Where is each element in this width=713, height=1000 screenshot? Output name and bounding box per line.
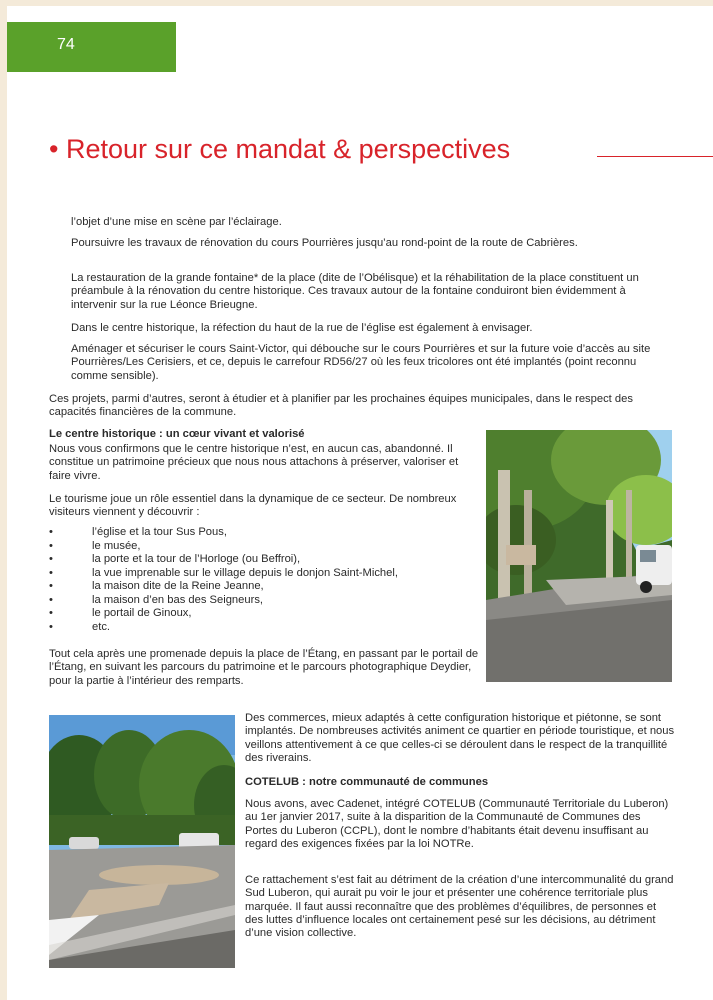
document-page <box>7 6 713 1000</box>
page-title: • Retour sur ce mandat & perspectives <box>49 134 511 164</box>
paragraph-centre-historique: Nous vous confirmons que le centre historique n’est, en aucun cas, abandonné. Il constitue un patrimoine précieux que nous nous attachons à préserver, valoriser et faire vivre. <box>49 443 459 482</box>
bullet-marker: • <box>49 607 53 619</box>
bullet-marker: • <box>49 566 53 579</box>
paragraph-tourisme: Le tourisme joue un rôle essentiel dans la dynamique de ce secteur. De nombreux visiteurs viennent y découvrir : <box>49 493 457 519</box>
list-item: • la porte et la tour de l’Horloge (ou Beffroi), <box>49 553 301 565</box>
paragraph-cours-saint-victor: Aménager et sécuriser le cours Saint-Victor, qui débouche sur le cours Pourrières et sur la future voie d’accès au site Pourrières/Les Cerisiers, et ce, depuis le carrefour RD56/27 où les feux tricolores ont été implantés (point reconnu comme sensible). <box>71 343 651 382</box>
list-item: • etc. <box>49 620 111 633</box>
bullet-marker: • <box>49 539 53 552</box>
bullet-marker: • <box>49 620 53 633</box>
paragraph-promenade: Tout cela après une promenade depuis la place de l’Étang, en passant par le portail de l’Étang, en suivant les parcours du patrimoine et le parcours photographique Deydier, pour la partie à l’intérieur des remparts. <box>49 648 479 687</box>
paragraph-commerces: Des commerces, mieux adaptés à cette configuration historique et piétonne, se sont implantés. De nombreuses activités animent ce quartier en période touristique, et nous veillons attentivement à ce que celles-ci se déroulent dans le respect de la tranquillité des riverains. <box>245 712 675 764</box>
list-item: • l’église et la tour Sus Pous, <box>49 526 227 538</box>
paragraph-lighting: l’objet d’une mise en scène par l’éclairage. <box>71 216 282 228</box>
photo-tree-lined-avenue <box>486 430 672 682</box>
page-number: 74 <box>57 36 75 53</box>
section-heading-centre-historique: Le centre historique : un cœur vivant et valorisé <box>49 428 305 440</box>
list-item: • la maison d’en bas des Seigneurs, <box>49 593 264 606</box>
bullet-marker: • <box>49 580 53 592</box>
bullet-marker: • <box>49 553 53 565</box>
bullet-marker: • <box>49 526 53 538</box>
list-item: • la maison dite de la Reine Jeanne, <box>49 580 264 592</box>
page-number-badge <box>7 22 176 72</box>
list-item: • le musée, <box>49 539 141 552</box>
paragraph-cotelub: Nous avons, avec Cadenet, intégré COTELUB (Communauté Territoriale du Luberon) au 1er janvier 2017, suite à la disparition de la Communauté de Communes des Portes du Luberon (CCPL), dont le nombre d’habitants était devenu insuffisant au regard des exigences fixées par la loi NOTRe. <box>245 798 669 850</box>
paragraph-fontaine: La restauration de la grande fontaine* de la place (dite de l’Obélisque) et la réhabilitation de la place constituent un préambule à la rénovation du centre historique. Ces travaux autour de la fontaine conduiront bien évidemment à intervenir sur la rue Léonce Brieugne. <box>71 272 639 311</box>
bullet-marker: • <box>49 593 53 606</box>
list-item: • la vue imprenable sur le village depuis le donjon Saint-Michel, <box>49 566 398 579</box>
photo-roundabout <box>49 715 235 968</box>
paragraph-rue-eglise: Dans le centre historique, la réfection du haut de la rue de l’église est également à envisager. <box>71 322 533 334</box>
heritage-list <box>49 526 479 634</box>
list-item: • le portail de Ginoux, <box>49 607 192 619</box>
paragraph-cours-pourrieres: Poursuivre les travaux de rénovation du cours Pourrières jusqu’au rond-point de la route de Cabrières. <box>71 237 578 249</box>
section-heading-cotelub: COTELUB : notre communauté de communes <box>245 776 489 788</box>
paragraph-rattachement: Ce rattachement s’est fait au détriment de la création d’une intercommunalité du grand Sud Luberon, qui aurait pu voir le jour et présenter une cohérence territoriale plus marquée. Il faut aussi reconnaître que des problèmes d’équilibres, de personnes et des luttes d’influence locales ont certainement pesé sur les décisions, au détriment d’une vision collective. <box>245 874 674 940</box>
paragraph-projets: Ces projets, parmi d’autres, seront à étudier et à planifier par les prochaines équipes municipales, dans le respect des capacités financières de la commune. <box>49 393 633 419</box>
title-rule <box>597 156 713 157</box>
